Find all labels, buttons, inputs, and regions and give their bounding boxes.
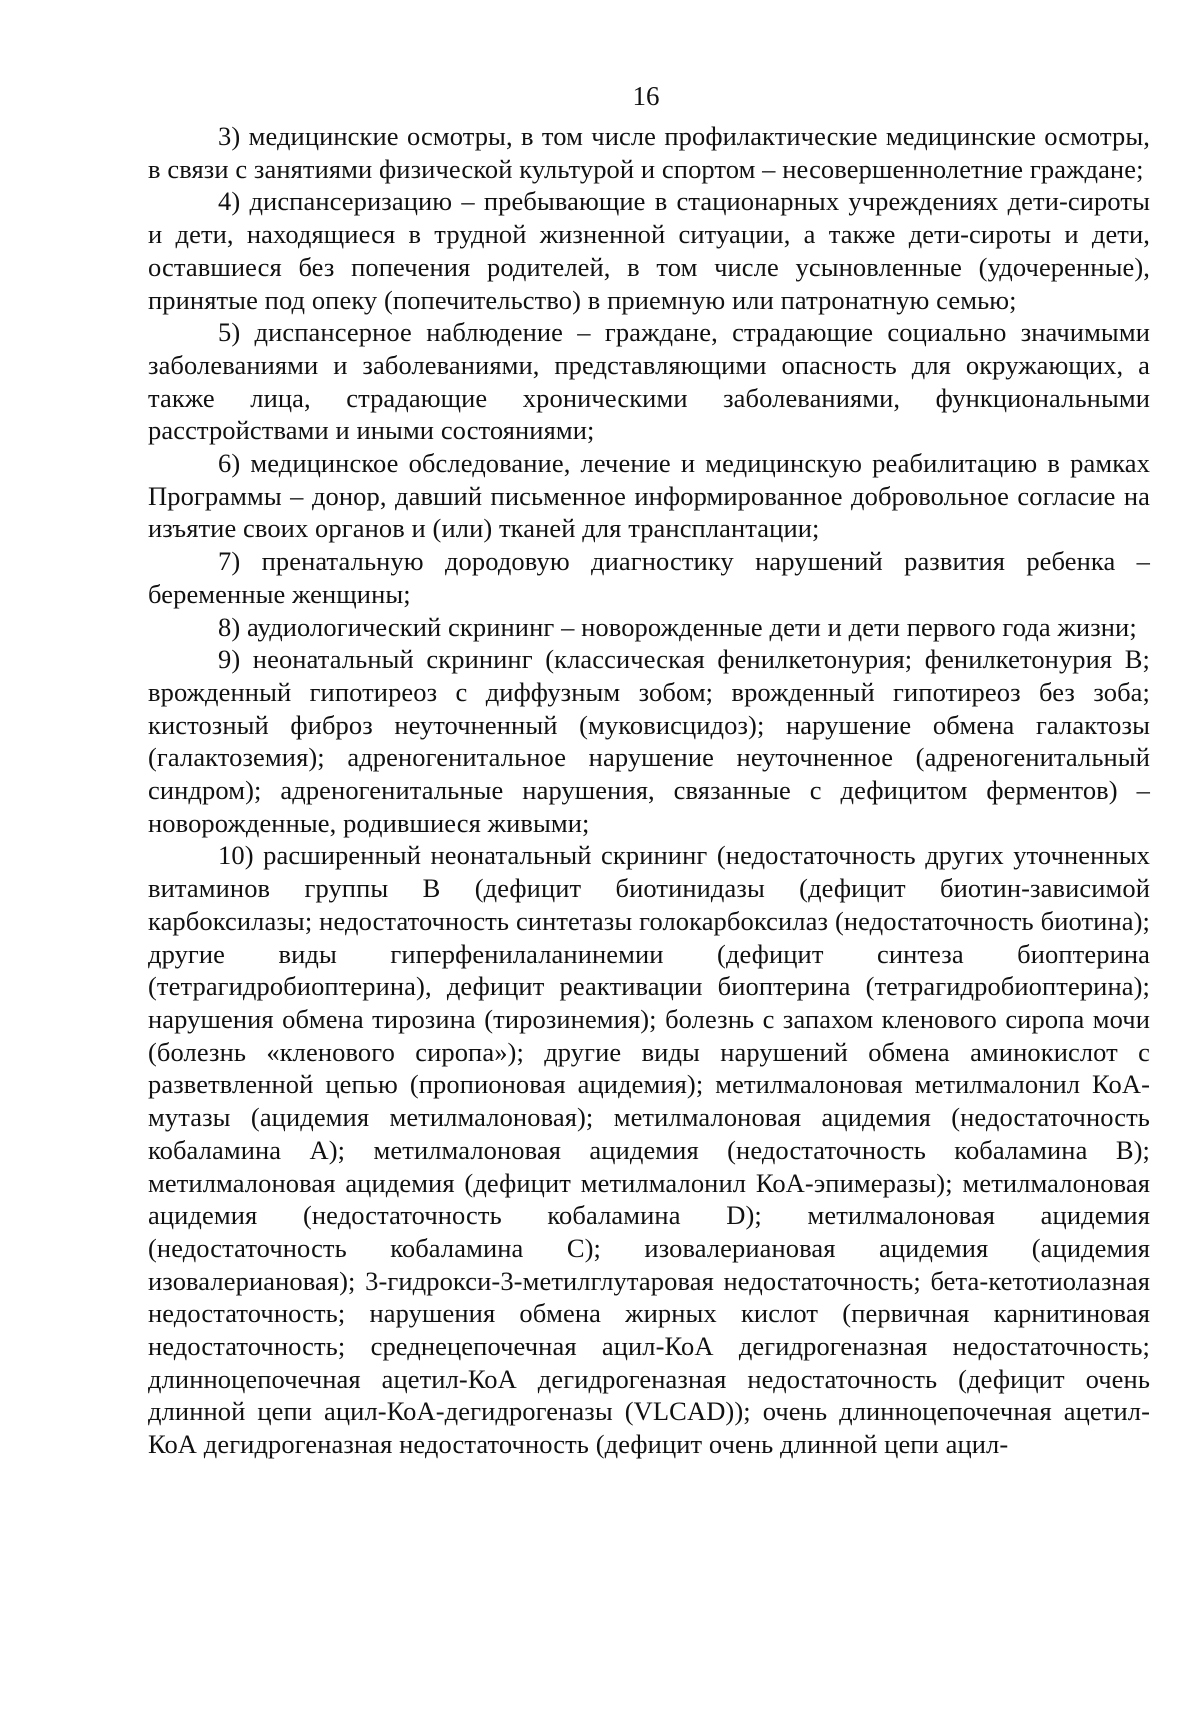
list-item-6: 6) медицинское обследование, лечение и медицинскую реабилитацию в рамках Программы – донор, давший письменное информированное добровольное согласие на изъятие своих органов и (или) тканей для трансплантации;	[148, 448, 1150, 544]
list-item-8: 8) аудиологический скрининг – новорожденные дети и дети первого года жизни;	[218, 611, 1137, 642]
page-number: 16	[632, 81, 660, 111]
list-item-7: 7) пренатальную дородовую диагностику нарушений развития ребенка – беременные женщины;	[148, 546, 1150, 609]
document-body	[148, 120, 1150, 1461]
list-item-9: 9) неонатальный скрининг (классическая фенилкетонурия; фенилкетонурия B; врожденный гипотиреоз с диффузным зобом; врожденный гипотиреоз без зоба; кистозный фиброз неуточненный (муковисцидоз); нарушение обмена галактозы (галактоземия); адреногенитальное нарушение неуточненное (адреногенитальный синдром); адреногенитальные нарушения, связанные с дефицитом ферментов) – новорожденные, родившиеся живыми;	[148, 644, 1150, 838]
list-item-5: 5) диспансерное наблюдение – граждане, страдающие социально значимыми заболеваниями и заболеваниями, представляющими опасность для окружающих, а также лица, страдающие хроническими заболеваниями, функциональными расстройствами и иными состояниями;	[148, 317, 1150, 446]
list-item-4: 4) диспансеризацию – пребывающие в стационарных учреждениях дети-сироты и дети, находящиеся в трудной жизненной ситуации, а также дети-сироты и дети, оставшиеся без попечения родителей, в том числе усыновленные (удочеренные), принятые под опеку (попечительство) в приемную или патронатную семью;	[148, 186, 1150, 315]
list-item-3: 3) медицинские осмотры, в том числе профилактические медицинские осмотры, в связи с занятиями физической культурой и спортом – несовершеннолетние граждане;	[148, 121, 1150, 184]
list-item-10: 10) расширенный неонатальный скрининг (недостаточность других уточненных витаминов группы B (дефицит биотинидазы (дефицит биотин-зависимой карбоксилазы; недостаточность синтетазы голокарбоксилаз (недостаточность биотина); другие виды гиперфенилаланинемии (дефицит синтеза биоптерина (тетрагидробиоптерина), дефицит реактивации биоптерина (тетрагидробиоптерина); нарушения обмена тирозина (тирозинемия); болезнь с запахом кленового сиропа мочи (болезнь «кленового сиропа»); другие виды нарушений обмена аминокислот с разветвленной цепью (пропионовая ацидемия); метилмалоновая метилмалонил КоА-мутазы (ацидемия метилмалоновая); метилмалоновая ацидемия (недостаточность кобаламина A); метилмалоновая ацидемия (недостаточность кобаламина B); метилмалоновая ацидемия (дефицит метилмалонил КоА-эпимеразы); метилмалоновая ацидемия (недостаточность кобаламина D); метилмалоновая ацидемия (недостаточность кобаламина C); изовалериановая ацидемия (ацидемия изовалериановая); 3-гидрокси-3-метилглутаровая недостаточность; бета-кетотиолазная недостаточность; нарушения обмена жирных кислот (первичная карнитиновая недостаточность; среднецепочечная ацил-КоА дегидрогеназная недостаточность; длинноцепочечная ацетил-КоА дегидрогеназная недостаточность (дефицит очень длинной цепи ацил-КоА-дегидрогеназы (VLCAD)); очень длинноцепочечная ацетил-КоА дегидрогеназная недостаточность (дефицит очень длинной цепи ацил-	[148, 840, 1150, 1460]
